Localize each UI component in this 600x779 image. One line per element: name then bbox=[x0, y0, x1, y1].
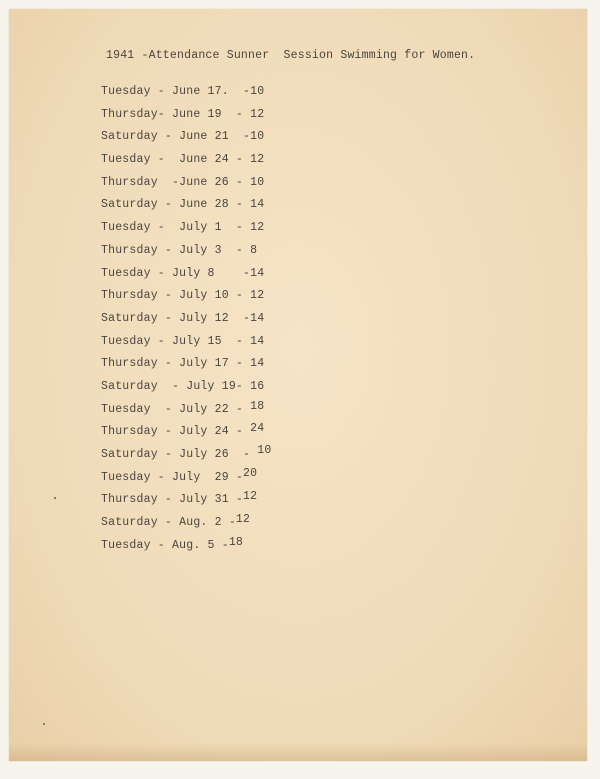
entry-count: 14 bbox=[250, 357, 265, 371]
attendance-entry bbox=[101, 244, 271, 267]
entry-count: -14 bbox=[243, 266, 265, 280]
entry-count: 14 bbox=[250, 198, 265, 212]
attendance-entry bbox=[101, 176, 271, 199]
paper-edge-wear bbox=[9, 743, 587, 761]
attendance-entry bbox=[101, 357, 271, 380]
attendance-entry bbox=[101, 153, 271, 176]
attendance-entry bbox=[101, 312, 271, 335]
entry-day-date: Saturday - July 26 - bbox=[101, 448, 258, 461]
entry-count: 10 bbox=[257, 444, 272, 457]
attendance-entry bbox=[101, 380, 271, 403]
entry-count: 8 bbox=[250, 243, 258, 257]
entry-day-date: Tuesday - June 17. bbox=[101, 85, 244, 98]
attendance-entry bbox=[101, 535, 271, 562]
attendance-entry bbox=[101, 422, 271, 448]
paper-sheet bbox=[9, 9, 587, 761]
entry-day-date: Thursday - July 31 - bbox=[101, 493, 244, 507]
attendance-entry bbox=[101, 108, 271, 131]
entry-day-date: Saturday - June 28 - bbox=[101, 198, 251, 212]
entry-count: 14 bbox=[250, 334, 265, 348]
entry-count: 24 bbox=[250, 422, 265, 436]
entry-count: - 16 bbox=[235, 379, 265, 393]
entry-count: 10 bbox=[250, 175, 265, 189]
entry-day-date: Tuesday - Aug. 5 - bbox=[101, 538, 229, 552]
entry-count: 12 bbox=[250, 289, 265, 303]
entry-day-date: Thursday - July 10 - bbox=[101, 289, 251, 303]
entry-day-date: Saturday - July 19 bbox=[101, 379, 236, 393]
entry-day-date: Saturday - Aug. 2 - bbox=[101, 516, 236, 530]
entry-day-date: Saturday - June 21 bbox=[101, 130, 244, 144]
entry-count: 18 bbox=[250, 399, 265, 413]
paper-speck bbox=[54, 497, 56, 499]
entry-count: -10 bbox=[243, 85, 265, 98]
entry-count: 18 bbox=[228, 535, 244, 549]
entry-day-date: Thursday - July 17 - bbox=[101, 357, 251, 371]
attendance-entry bbox=[101, 198, 271, 221]
entry-day-date: Thursday- June 19 - bbox=[101, 107, 251, 121]
entry-day-date: Tuesday - July 29 - bbox=[101, 470, 244, 484]
attendance-entry bbox=[101, 221, 271, 244]
entry-count: 12 bbox=[250, 153, 265, 167]
entry-day-date: Tuesday - July 1 - bbox=[101, 221, 251, 235]
paper-speck bbox=[43, 723, 45, 725]
document-title: 1941 -Attendance Sunner Session Swimming for Women. bbox=[106, 49, 476, 62]
entry-count: -10 bbox=[243, 130, 265, 144]
attendance-entry bbox=[101, 289, 271, 312]
attendance-entry bbox=[101, 85, 271, 108]
entry-count: 12 bbox=[243, 490, 258, 504]
entry-count: -14 bbox=[243, 311, 265, 325]
entry-day-date: Saturday - July 12 bbox=[101, 311, 244, 325]
entry-day-date: Tuesday - July 15 - bbox=[101, 334, 251, 348]
attendance-entry bbox=[101, 399, 271, 426]
entry-day-date: Tuesday - July 22 - bbox=[101, 402, 251, 416]
entry-count: 12 bbox=[250, 107, 265, 121]
entry-day-date: Tuesday - July 8 bbox=[101, 266, 244, 280]
attendance-list bbox=[101, 85, 271, 561]
attendance-entry bbox=[101, 513, 271, 539]
attendance-entry bbox=[101, 130, 271, 153]
entry-count: 12 bbox=[235, 513, 251, 527]
entry-count: 12 bbox=[250, 221, 265, 235]
attendance-entry bbox=[101, 335, 271, 358]
entry-count: 20 bbox=[243, 466, 258, 480]
entry-day-date: Thursday - July 3 - bbox=[101, 243, 251, 257]
attendance-entry bbox=[101, 267, 271, 290]
entry-day-date: Tuesday - June 24 - bbox=[101, 153, 251, 167]
entry-day-date: Thursday -June 26 - bbox=[101, 175, 251, 189]
entry-day-date: Thursday - July 24 - bbox=[101, 425, 251, 439]
